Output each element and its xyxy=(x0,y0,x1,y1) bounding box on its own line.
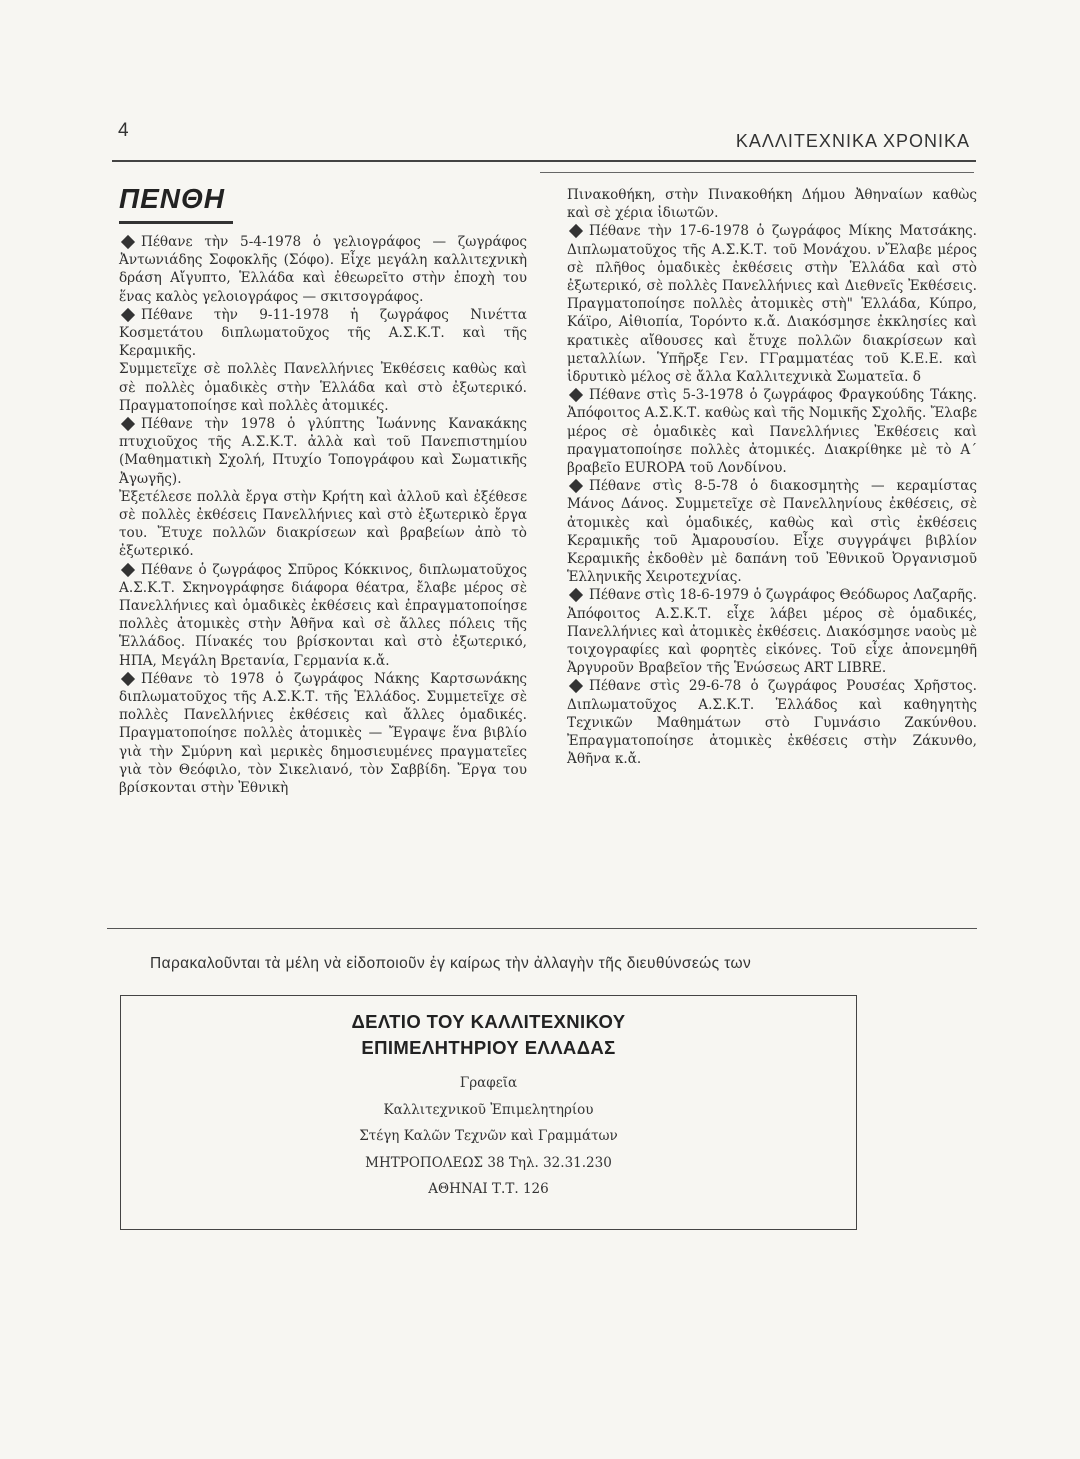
paragraph: Συμμετεῖχε σὲ πολλὲς Πανελλήνιες Ἐκθέσεις καθὼς καὶ σὲ πολλὲς ὁμαδικὲς στὴν Ἑλλάδα καὶ στὸ ἐξωτερικό. Πραγματοποίησε καὶ πολλὲς ἀτομικές. xyxy=(119,361,527,414)
paragraph: Πέθανε στὶς 5-3-1978 ὁ ζωγράφος Φραγκούδης Τάκης. Ἀπόφοιτος Α.Σ.Κ.Τ. καθὼς καὶ τῆς Νομικῆς Σχολῆς. Ἔλαβε μέρος σὲ ὁμαδικὲς καὶ Πανελλήνιες Ἐκθέσεις καὶ πραγματοποίησε πολλὲς ἀτομικές. Διακρίθηκε μὲ τὸ Α΄ βραβεῖο EUROPA τοῦ Λονδίνου. xyxy=(567,387,977,477)
header-rule xyxy=(112,160,976,162)
diamond-bullet-icon xyxy=(121,417,135,431)
box-title-line1: ΔΕΛΤΙΟ ΤΟΥ ΚΑΛΛΙΤΕΧΝΙΚΟΥ xyxy=(351,1011,626,1032)
diamond-bullet-icon xyxy=(121,308,135,322)
paragraph: Πέθανε τὴν 1978 ὁ γλύπτης Ἰωάννης Κανακάκης πτυχιοῦχος τῆς Α.Σ.Κ.Τ. ἀλλὰ καὶ τοῦ Πανεπιστημίου (Μαθηματικὴ Σχολή, Πτυχίο Τοπογράφου καὶ Σωματικῆς Ἀγωγῆς). xyxy=(119,416,527,487)
paragraph: Πέθανε τὸ 1978 ὁ ζωγράφος Νάκης Καρτσωνάκης διπλωματοῦχος τῆς Α.Σ.Κ.Τ. τῆς Ἑλλάδος. Συμμετεῖχε σὲ πολλὲς Πανελλήνιες ἐκθέσεις καὶ ἄλλες ὁμαδικές. Πραγματοποίησε πολλὲς ἀτομικὲς — Ἔγραψε ἕνα βιβλίο γιὰ τὴν Σμύρνη καὶ μερικὲς δημοσιευμένες πραγματεῖες γιὰ τὸν Θεόφιλο, τὸν Σικελιανό, τὸν Σαββίδη. Ἔργα του βρίσκονται στὴν Ἐθνικὴ xyxy=(119,670,527,797)
box-line: Γραφεῖα xyxy=(459,1075,518,1091)
diamond-bullet-icon xyxy=(569,588,583,602)
diamond-bullet-icon xyxy=(569,479,583,493)
box-line: ΑΘΗΝΑΙ Τ.Τ. 126 xyxy=(428,1181,549,1197)
paragraph: Πέθανε ὁ ζωγράφος Σπῦρος Κόκκινος, διπλωματοῦχος Α.Σ.Κ.Τ. Σκηνογράφησε διάφορα θέατρα, ἔλαβε μέρος σὲ Πανελλήνιες καὶ ὁμαδικὲς ἐκθέσεις καὶ ἐπραγματοποίησε πολλὲς ἀτομικὲς στὴν Ἀθῆνα καὶ σὲ ἄλλες πόλεις τῆς Ἑλλάδος. Πίνακές του βρίσκονται καὶ στὸ ἐξωτερικό, ΗΠΑ, Μεγάλη Βρετανία, Γερμανία κ.ἄ. xyxy=(119,561,527,669)
address-box xyxy=(120,995,857,1230)
section-divider xyxy=(107,928,977,929)
change-of-address-notice: Παρακαλοῦνται τὰ μέλη νὰ εἰδοποιοῦν ἐγ καίρως τὴν ἀλλαγὴν τῆς διευθύνσεώς των xyxy=(150,955,752,972)
box-line: Καλλιτεχνικοῦ Ἐπιμελητηρίου xyxy=(383,1101,594,1118)
box-title-line2: ΕΠΙΜΕΛΗΤΗΡΙΟΥ ΕΛΛΑΔΑΣ xyxy=(361,1037,616,1058)
page-number: 4 xyxy=(118,120,129,141)
box-line: ΜΗΤΡΟΠΟΛΕΩΣ 38 Τηλ. 32.31.230 xyxy=(365,1154,612,1171)
paragraph: Πινακοθήκη, στὴν Πινακοθήκη Δήμου Ἀθηναίων καθὼς καὶ σὲ χέρια ἰδιωτῶν. xyxy=(567,187,977,222)
paragraph: Πέθανε τὴν 17-6-1978 ὁ ζωγράφος Μίκης Ματσάκης. Διπλωματοῦχος τῆς Α.Σ.Κ.Τ. τοῦ Μονάχου. νἜλαβε μέρος σὲ πλῆθος ὁμαδικὲς ἐκθέσεις στὴν Ἑλλάδα καὶ στὸ ἐξωτερικό, σὲ πολλὲς Πανελλήνιες καὶ Διεθνεῖς Ἐκθέσεις. Πραγματοποίησε πολλὲς ἀτομικὲς στὴ" Ἑλλάδα, Κύπρο, Κάϊρο, Αἰθιοπία, Τορόντο κ.ἄ. Διακόσμησε ἐκκλησίες καὶ κρατικὲς αἴθουσες καὶ ἔτυχε πολλῶν διακρίσεων καὶ μεταλλίων. Ὑπῆρξε Γεν. ΓΓραμματέας τοῦ Κ.Ε.Ε. καὶ ἱδρυτικὸ μέλος σὲ ἄλλα Καλλιτεχνικὰ Σωματεῖα. δ xyxy=(567,223,977,386)
paragraph: Πέθανε στὶς 8-5-78 ὁ διακοσμητὴς — κεραμίστας Μάνος Δάνος. Συμμετεῖχε σὲ Πανελληνίους ἐκθέσεις, σὲ ἀτομικὲς καὶ ὁμαδικές, καθὼς καὶ στὶς ἐκθέσεις Κεραμικῆς τοῦ Ἀμαρουσίου. Εἶχε συγγράψει βιβλίον Κεραμικῆς ἐκδοθὲν μὲ δαπάνη τοῦ Ἐθνικοῦ Ὀργανισμοῦ Ἑλληνικῆς Χειροτεχνίας. xyxy=(567,478,977,586)
right-column xyxy=(567,186,977,769)
section-title: ΠΕΝΘΗ xyxy=(119,183,225,214)
paragraph: Πέθανε τὴν 9-11-1978 ἡ ζωγράφος Νινέττα Κοσμετάτου διπλωματοῦχος τῆς Α.Σ.Κ.Τ. καὶ τῆς Κεραμικῆς. xyxy=(119,306,527,360)
running-head: ΚΑΛΛΙΤΕΧΝΙΚΑ ΧΡΟΝΙΚΑ xyxy=(735,131,970,151)
paragraph: Ἐξετέλεσε πολλὰ ἔργα στὴν Κρήτη καὶ ἀλλοῦ καὶ ἐξέθεσε σὲ πολλὲς ἐκθέσεις Πανελλήνιες καὶ στὸ ἐξωτερικὸ ἔργα του. Ἔτυχε πολλῶν διακρίσεων καὶ βραβείων ἀπὸ τὸ ἐξωτερικό. xyxy=(119,488,527,560)
box-line: Στέγη Καλῶν Τεχνῶν καὶ Γραμμάτων xyxy=(359,1128,618,1144)
diamond-bullet-icon xyxy=(569,388,583,402)
paragraph: Πέθανε τὴν 5-4-1978 ὁ γελιογράφος — ζωγράφος Ἀντωνιάδης Σοφοκλῆς (Σόφο). Εἶχε μεγάλη καλλιτεχνικὴ δράση Αἴγυπτο, Ἑλλάδα καὶ ἐθεωρεῖτο στὴν ἐποχὴ του ἕνας καλὸς γελοιογράφος — σκιτσογράφος. xyxy=(119,234,527,305)
paragraph: Πέθανε στὶς 29-6-78 ὁ ζωγράφος Ρουσέας Χρῆστος. Διπλωματοῦχος Α.Σ.Κ.Τ. Ἑλλάδος καὶ καθηγητὴς Τεχνικῶν Μαθημάτων στὸ Γυμνάσιο Ζακύνθου. Ἐπραγματοποίησε ἀτομικὲς ἐκθέσεις στὴν Ζάκυνθο, Ἀθῆνα κ.ἄ. xyxy=(567,678,977,768)
diamond-bullet-icon xyxy=(121,235,135,249)
diamond-bullet-icon xyxy=(121,563,135,577)
diamond-bullet-icon xyxy=(569,224,583,238)
diamond-bullet-icon xyxy=(121,672,135,686)
header-rule-thin xyxy=(540,172,974,173)
diamond-bullet-icon xyxy=(569,679,583,693)
section-title-underline xyxy=(119,221,233,224)
paragraph: Πέθανε στὶς 18-6-1979 ὁ ζωγράφος Θεόδωρος Λαζαρῆς. Ἀπόφοιτος Α.Σ.Κ.Τ. εἶχε λάβει μέρος σὲ ὁμαδικές, Πανελλήνιες καὶ ἀτομικὲς ἐκθέσεις. Διακόσμησε ναοὺς μὲ τοιχογραφίες καὶ φορητὲς εἰκόνες. Τοῦ εἶχε ἀπονεμηθῆ Ἀργυροῦν Βραβεῖον τῆς Ἑνώσεως ART LIBRE. xyxy=(567,587,977,677)
left-column xyxy=(119,233,527,797)
